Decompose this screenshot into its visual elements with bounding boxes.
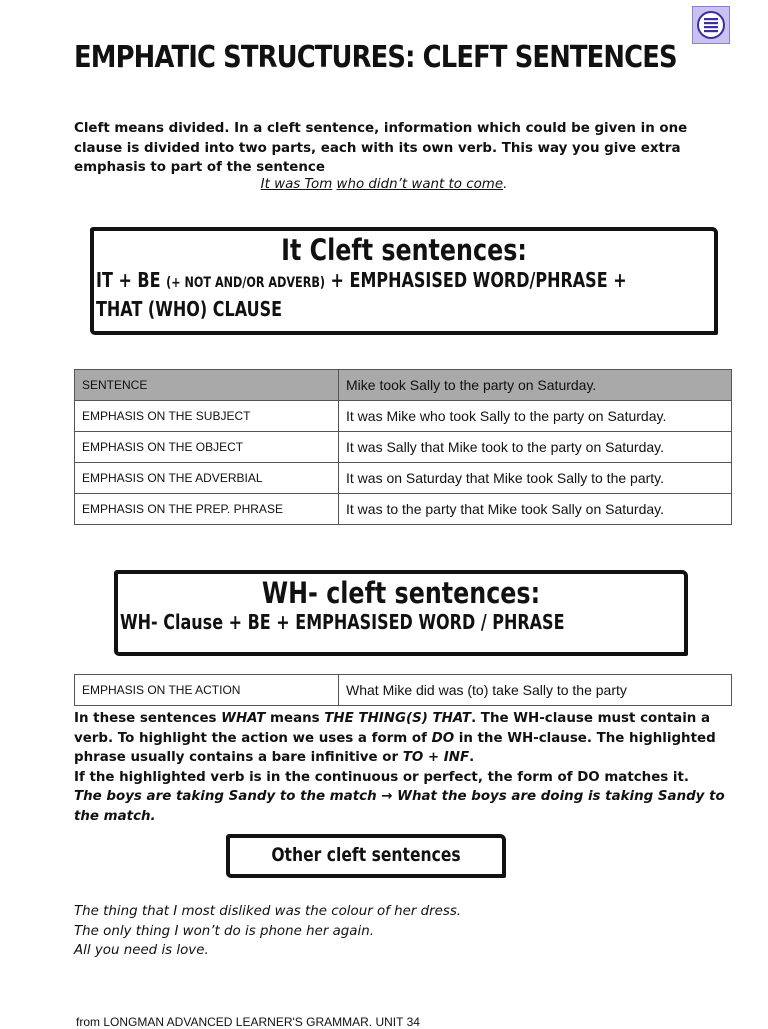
other-cleft-heading: Other cleft sentences: [271, 844, 461, 866]
note-italic: THE THING(S) THAT: [324, 711, 472, 726]
row-value: Mike took Sally to the party on Saturday.: [339, 370, 732, 401]
note-text: In these sentences: [74, 711, 222, 726]
wh-cleft-table: [74, 674, 732, 706]
row-value: It was Sally that Mike took to the party on Saturday.: [339, 432, 732, 463]
row-label: EMPHASIS ON THE PREP. PHRASE: [75, 494, 339, 525]
table-row: [75, 675, 732, 706]
wh-note-3: [74, 787, 734, 826]
note-text: means: [265, 711, 325, 726]
row-label: SENTENCE: [75, 370, 339, 401]
wh-note-1: [74, 709, 734, 768]
formula-small: (+ NOT AND/OR ADVERB): [166, 275, 325, 291]
it-cleft-table: [74, 369, 732, 525]
it-cleft-box: [90, 227, 718, 335]
wh-cleft-formula: WH- Clause + BE + EMPHASISED WORD / PHRASE: [120, 610, 565, 634]
example-sentence: The thing that I most disliked was the colour of her dress.: [74, 904, 462, 919]
table-row: [75, 370, 732, 401]
table-row: [75, 494, 732, 525]
book-list-logo: [692, 6, 730, 44]
book-list-icon: [696, 10, 726, 40]
wh-cleft-heading: WH- cleft sentences:: [261, 576, 541, 610]
note-text: .: [469, 750, 475, 765]
example-sentence: The only thing I won’t do is phone her again.: [74, 923, 374, 939]
wh-cleft-box: [114, 570, 688, 656]
note-text: . The WH-clause must contain a verb. To highlight the action we uses a form of: [74, 711, 711, 746]
table-row: [75, 432, 732, 463]
source-footer: from LONGMAN ADVANCED LEARNER'S GRAMMAR. UNIT 34: [76, 1015, 420, 1029]
row-label: EMPHASIS ON THE SUBJECT: [75, 401, 339, 432]
table-row: [75, 463, 732, 494]
it-cleft-formula-line-2: THAT (WHO) CLAUSE: [96, 297, 283, 321]
note-italic: TO + INF: [402, 750, 470, 765]
example-end: .: [503, 177, 508, 192]
page-title: EMPHATIC STRUCTURES: CLEFT SENTENCES: [74, 40, 677, 75]
row-value: What Mike did was (to) take Sally to the party: [339, 675, 732, 706]
wh-note-2: If the highlighted verb is in the continuous or perfect, the form of DO matches it.: [74, 769, 690, 785]
wh-cleft-notes: [74, 709, 734, 826]
table-row: [75, 401, 732, 432]
note-italic: WHAT: [221, 711, 266, 726]
example-sentence: All you need is love.: [74, 943, 209, 958]
note-example: The boys are taking Sandy to the match → What the boys are doing is taking Sandy to the match.: [74, 789, 725, 824]
note-italic: DO: [431, 730, 455, 746]
row-value: It was on Saturday that Mike took Sally to the party.: [339, 463, 732, 494]
it-cleft-formula-line-1: [96, 267, 627, 296]
formula-part-a: IT + BE: [96, 268, 167, 292]
intro-paragraph: Cleft means divided. In a cleft sentence, information which could be given in one clause is divided into two parts, each with its own verb. This way you give extra emphasis to part of the sentence: [74, 121, 688, 175]
other-cleft-box: [226, 834, 506, 878]
row-value: It was to the party that Mike took Sally on Saturday.: [339, 494, 732, 525]
row-label: EMPHASIS ON THE ACTION: [75, 675, 339, 706]
formula-part-b: + EMPHASISED WORD/PHRASE +: [324, 268, 627, 292]
row-label: EMPHASIS ON THE ADVERBIAL: [75, 463, 339, 494]
intro-example: [0, 177, 768, 192]
example-part-1: It was Tom: [260, 177, 333, 192]
example-part-2: who didn’t want to come: [336, 177, 504, 192]
row-value: It was Mike who took Sally to the party on Saturday.: [339, 401, 732, 432]
row-label: EMPHASIS ON THE OBJECT: [75, 432, 339, 463]
it-cleft-heading: It Cleft sentences:: [281, 233, 527, 267]
note-text: in the WH-clause. The highlighted phrase usually contains a bare infinitive or: [74, 730, 716, 765]
other-cleft-examples: [74, 902, 734, 961]
